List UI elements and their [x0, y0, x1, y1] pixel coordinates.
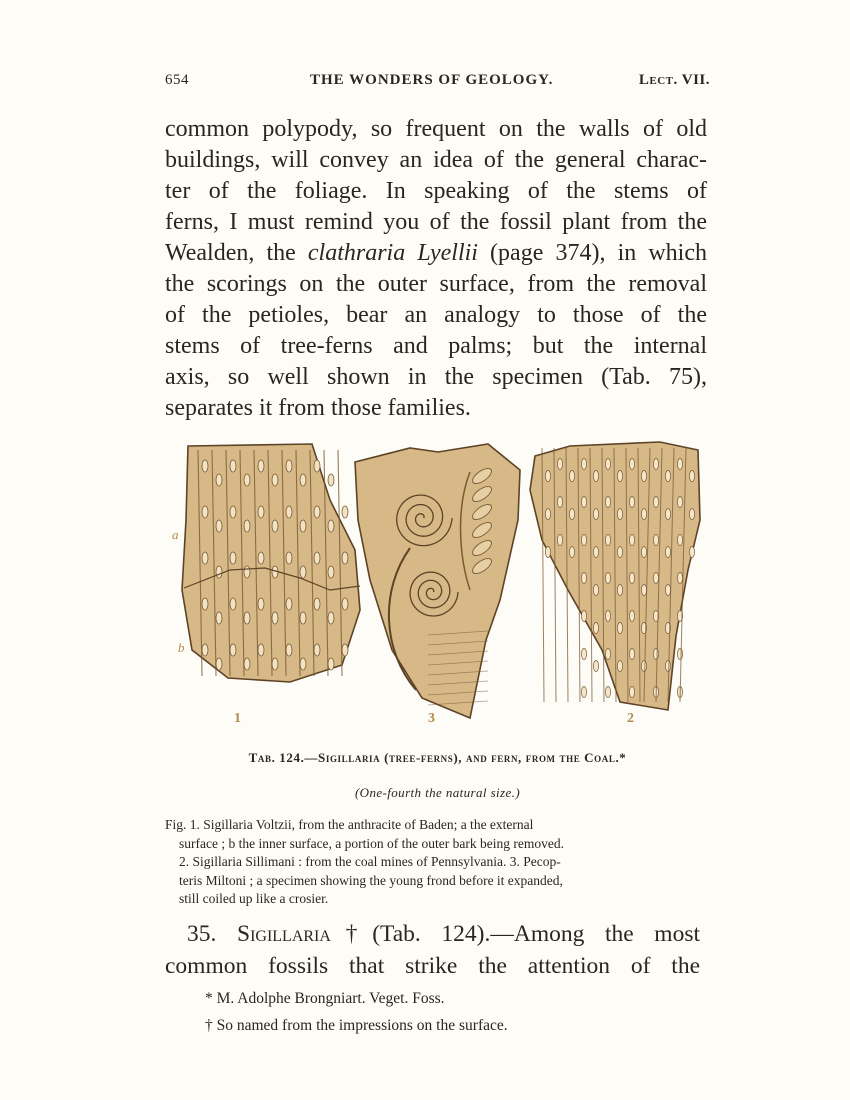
leaf-scar-icon — [258, 506, 264, 518]
leaf-scar-icon — [593, 471, 598, 482]
leaf-scar-icon — [569, 547, 574, 558]
leaf-scar-icon — [665, 547, 670, 558]
body-line: ter of the foliage. In speaking of the stems of — [165, 178, 707, 204]
leaf-scar-icon — [581, 649, 586, 660]
leaf-scar-icon — [230, 506, 236, 518]
leaf-scar-icon — [617, 547, 622, 558]
section-line: common fossils that strike the attention of the — [165, 953, 700, 979]
fossil-plate-illustration — [170, 440, 705, 730]
leaf-scar-icon — [230, 460, 236, 472]
species-name: clathraria Lyellii — [307, 240, 478, 266]
leaf-scar-icon — [202, 460, 208, 472]
leaf-scar-icon — [314, 598, 320, 610]
description-line: still coiled up like a crosier. — [179, 891, 329, 906]
leaf-scar-icon — [300, 612, 306, 624]
leaf-scar-icon — [653, 497, 658, 508]
leaf-scar-icon — [569, 471, 574, 482]
leaf-scar-icon — [593, 661, 598, 672]
leaf-scar-icon — [272, 658, 278, 670]
description-line: surface ; b the inner surface, a portion of the outer bark being removed. — [179, 835, 564, 851]
leaf-scar-icon — [258, 552, 264, 564]
leaf-scar-icon — [641, 661, 646, 672]
leaf-scar-icon — [665, 471, 670, 482]
leaf-scar-icon — [286, 552, 292, 564]
leaf-scar-icon — [286, 598, 292, 610]
section-35 — [165, 918, 700, 982]
leaf-scar-icon — [328, 566, 334, 578]
leaf-scar-icon — [653, 459, 658, 470]
leaf-scar-icon — [665, 585, 670, 596]
figure-caption — [165, 750, 710, 766]
leaf-scar-icon — [569, 509, 574, 520]
leaf-scar-icon — [557, 535, 562, 546]
leaf-scar-icon — [677, 459, 682, 470]
fig3-pecopteris-miltoni — [355, 444, 520, 718]
body-line: ferns, I must remind you of the fossil plant from the — [165, 209, 707, 235]
leaf-scar-icon — [557, 459, 562, 470]
leaf-scar-icon — [230, 644, 236, 656]
leaf-scar-icon — [216, 658, 222, 670]
leaf-scar-icon — [617, 471, 622, 482]
leaf-scar-icon — [581, 611, 586, 622]
leaf-scar-icon — [300, 520, 306, 532]
section-text: (Tab. 124).—Among the most — [372, 921, 701, 947]
leaf-scar-icon — [272, 520, 278, 532]
leaf-scar-icon — [216, 566, 222, 578]
leaf-scar-icon — [286, 460, 292, 472]
body-line-italic-name — [165, 238, 707, 269]
leaf-scar-icon — [328, 474, 334, 486]
leaf-scar-icon — [342, 506, 348, 518]
leaf-scar-icon — [545, 509, 550, 520]
leaf-scar-icon — [545, 547, 550, 558]
section-number: 35. — [187, 921, 217, 947]
leaf-scar-icon — [665, 509, 670, 520]
plate-title: Tab. 124.—Sigillaria (tree-ferns), and fern, from the Coal.* — [248, 750, 627, 765]
figure-description — [165, 816, 700, 909]
body-line: common polypody, so frequent on the walls of old — [165, 116, 707, 142]
leaf-scar-icon — [581, 459, 586, 470]
leaf-scar-icon — [641, 585, 646, 596]
figure-number-3: 3 — [428, 711, 435, 726]
leaf-scar-icon — [272, 612, 278, 624]
leaf-scar-icon — [300, 566, 306, 578]
leaf-scar-icon — [314, 552, 320, 564]
description-line: teris Miltoni ; a specimen showing the young frond before it expanded, — [179, 872, 563, 888]
leaf-scar-icon — [258, 598, 264, 610]
description-line: Fig. 1. Sigillaria Voltzii, from the anthracite of Baden; a the external — [165, 817, 534, 832]
leaf-scar-icon — [641, 471, 646, 482]
leaf-scar-icon — [593, 623, 598, 634]
leaf-scar-icon — [677, 497, 682, 508]
body-text-fragment: (page 374), in which — [477, 240, 707, 266]
leaf-scar-icon — [641, 547, 646, 558]
leaf-scar-icon — [216, 612, 222, 624]
leaf-scar-icon — [286, 506, 292, 518]
leaf-scar-icon — [342, 598, 348, 610]
leaf-scar-icon — [258, 460, 264, 472]
leaf-scar-icon — [328, 612, 334, 624]
leaf-scar-icon — [653, 573, 658, 584]
leaf-scar-icon — [230, 598, 236, 610]
leaf-scar-icon — [557, 497, 562, 508]
leaf-scar-icon — [617, 509, 622, 520]
leaf-scar-icon — [314, 506, 320, 518]
section-heading-line — [165, 918, 700, 950]
leaf-scar-icon — [665, 661, 670, 672]
leaf-scar-icon — [244, 520, 250, 532]
leaf-scar-icon — [677, 535, 682, 546]
leaf-scar-icon — [244, 474, 250, 486]
leaf-scar-icon — [328, 520, 334, 532]
leaf-scar-icon — [581, 687, 586, 698]
section-title: Sigillaria — [237, 921, 331, 947]
body-line: stems of tree-ferns and palms; but the internal — [165, 333, 707, 359]
footnote-dagger: † So named from the impressions on the surface. — [205, 1017, 508, 1034]
leaf-scar-icon — [216, 520, 222, 532]
leaf-scar-icon — [244, 612, 250, 624]
fossil-plate-svg — [170, 440, 705, 730]
leaf-scar-icon — [593, 547, 598, 558]
leaf-scar-icon — [202, 598, 208, 610]
leaf-scar-icon — [629, 687, 634, 698]
leaf-scar-icon — [593, 585, 598, 596]
leaf-scar-icon — [605, 649, 610, 660]
running-title: THE WONDERS OF GEOLOGY. — [310, 72, 554, 88]
leaf-scar-icon — [300, 658, 306, 670]
leaf-scar-icon — [629, 497, 634, 508]
leaf-scar-icon — [689, 471, 694, 482]
label-a: a — [172, 527, 179, 542]
leaf-scar-icon — [593, 509, 598, 520]
leaf-scar-icon — [342, 552, 348, 564]
leaf-scar-icon — [314, 460, 320, 472]
leaf-scar-icon — [617, 623, 622, 634]
leaf-scar-icon — [605, 611, 610, 622]
leaf-scar-icon — [581, 497, 586, 508]
leaf-scar-icon — [272, 474, 278, 486]
leaf-scar-icon — [545, 471, 550, 482]
leaf-scar-icon — [677, 649, 682, 660]
leaf-scar-icon — [653, 535, 658, 546]
leaf-scar-icon — [342, 644, 348, 656]
figure-number-1: 1 — [234, 711, 241, 726]
leaf-scar-icon — [629, 573, 634, 584]
leaf-scar-icon — [605, 573, 610, 584]
fig1-sigillaria-voltzii — [182, 444, 360, 682]
body-paragraph — [165, 114, 707, 424]
leaf-scar-icon — [286, 644, 292, 656]
leaf-scar-icon — [300, 474, 306, 486]
body-line: of the petioles, bear an analogy to those of the — [165, 302, 707, 328]
leaf-scar-icon — [230, 552, 236, 564]
leaf-scar-icon — [581, 535, 586, 546]
fig2-sigillaria-sillimani — [530, 442, 700, 710]
footnotes — [205, 985, 705, 1039]
leaf-scar-icon — [202, 644, 208, 656]
leaf-scar-icon — [641, 509, 646, 520]
leaf-scar-icon — [629, 611, 634, 622]
footnote-asterisk: * M. Adolphe Brongniart. Veget. Foss. — [205, 990, 445, 1007]
body-line: buildings, will convey an idea of the general charac- — [165, 147, 707, 173]
leaf-scar-icon — [258, 644, 264, 656]
leaf-scar-icon — [581, 573, 586, 584]
leaf-scar-icon — [244, 566, 250, 578]
label-b: b — [178, 640, 185, 655]
lecture-number: Lect. VII. — [638, 72, 710, 88]
body-line: axis, so well shown in the specimen (Tab. 75), — [165, 364, 707, 390]
figure-scale-note: (One-fourth the natural size.) — [354, 785, 521, 800]
description-line: 2. Sigillaria Sillimani : from the coal mines of Pennsylvania. 3. Pecop- — [179, 854, 561, 869]
leaf-scar-icon — [629, 649, 634, 660]
leaf-scar-icon — [677, 573, 682, 584]
leaf-scar-icon — [617, 585, 622, 596]
leaf-scar-icon — [689, 509, 694, 520]
leaf-scar-icon — [617, 661, 622, 672]
page-number: 654 — [165, 72, 189, 88]
leaf-scar-icon — [605, 459, 610, 470]
body-line: separates it from those families. — [165, 395, 471, 421]
leaf-scar-icon — [202, 506, 208, 518]
leaf-scar-icon — [314, 644, 320, 656]
leaf-scar-icon — [689, 547, 694, 558]
leaf-scar-icon — [605, 497, 610, 508]
leaf-scar-icon — [629, 459, 634, 470]
leaf-scar-icon — [202, 552, 208, 564]
body-text-fragment: Wealden, the — [165, 240, 308, 266]
figure-number-2: 2 — [627, 711, 634, 726]
leaf-scar-icon — [653, 649, 658, 660]
leaf-scar-icon — [605, 687, 610, 698]
leaf-scar-icon — [629, 535, 634, 546]
leaf-scar-icon — [605, 535, 610, 546]
leaf-scar-icon — [216, 474, 222, 486]
body-line: the scorings on the outer surface, from the removal — [165, 271, 707, 297]
leaf-scar-icon — [244, 658, 250, 670]
leaf-scar-icon — [328, 658, 334, 670]
dagger-mark: † — [330, 921, 373, 947]
